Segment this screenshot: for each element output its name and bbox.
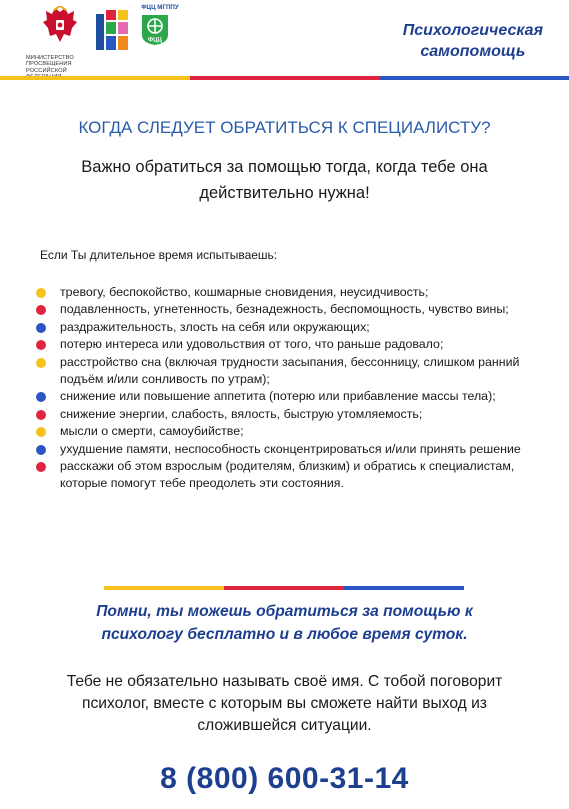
bullet-dot-icon [36, 340, 46, 350]
fcc-label: ФЦЦ МГППУ [141, 4, 179, 11]
symptom-text: потерю интереса или удовольствия от того, что раньше радовало; [60, 337, 444, 352]
top-color-stripe [0, 76, 569, 80]
colored-blocks-logo-icon [96, 10, 128, 50]
symptom-item [36, 388, 536, 405]
middle-color-stripe [104, 586, 464, 590]
symptom-text: расскажи об этом взрослым (родителям, близким) и обратись к специалистам, которые помогут тебе преодолеть эти состояния. [60, 459, 515, 491]
header-title [403, 20, 543, 62]
anonymity-note: Тебе не обязательно называть своё имя. С тобой поговорит психолог, вместе с которым вы сможете найти выход из сложившейся ситуации. [66, 673, 503, 734]
symptom-text: подавленность, угнетенность, безнадежность, беспомощность, чувство вины; [60, 302, 509, 317]
symptoms-intro: Если Ты длительное время испытываешь: [40, 248, 278, 262]
symptom-item [36, 319, 536, 336]
fcc-badge-text: ФЦЦ [148, 37, 162, 44]
double-eagle-emblem-icon [42, 6, 78, 46]
section-question: КОГДА СЛЕДУЕТ ОБРАТИТЬСЯ К СПЕЦИАЛИСТУ? [78, 118, 491, 137]
symptom-item [36, 301, 536, 318]
symptom-item [36, 423, 536, 440]
hotline-phone[interactable]: 8 (800) 600-31-14 [160, 762, 409, 795]
symptom-item [36, 284, 536, 301]
symptom-item [36, 354, 536, 389]
bullet-dot-icon [36, 462, 46, 472]
symptom-text: расстройство сна (включая трудности засыпания, бессонницу, слишком ранний подъём и/или сонливость по утрам); [60, 354, 520, 387]
fcc-shield-icon [140, 13, 170, 46]
symptom-item [36, 458, 536, 493]
symptom-text: ухудшение памяти, неспособность сконцентрироваться и/или принять решение [60, 441, 521, 456]
remember-note: Помни, ты можешь обратиться за помощью к психологу бесплатно и в любое время суток. [96, 603, 473, 643]
symptom-text: снижение энергии, слабость, вялость, быструю утомляемость; [60, 406, 423, 421]
bullet-dot-icon [36, 323, 46, 333]
symptom-text: снижение или повышение аппетита (потерю или прибавление массы тела); [60, 389, 496, 404]
fcc-logo [140, 4, 180, 51]
symptom-text: раздражительность, злость на себя или окружающих; [60, 319, 370, 334]
bullet-dot-icon [36, 410, 46, 420]
ministry-line-2: РОССИЙСКОЙ [26, 67, 67, 74]
symptom-item [36, 406, 536, 423]
ministry-line-1: МИНИСТЕРСТВО ПРОСВЕЩЕНИЯ [26, 55, 74, 68]
bullet-dot-icon [36, 445, 46, 455]
bullet-dot-icon [36, 288, 46, 298]
symptom-text: тревогу, беспокойство, кошмарные сновидения, неусидчивость; [60, 285, 429, 299]
symptom-item [36, 336, 536, 353]
header-title-line-1: Психологическая [402, 22, 543, 39]
bullet-dot-icon [36, 305, 46, 315]
bullet-dot-icon [36, 358, 46, 368]
header-title-line-2: самопомощь [420, 43, 526, 60]
bullet-dot-icon [36, 427, 46, 437]
bullet-dot-icon [36, 392, 46, 402]
symptom-text: мысли о смерти, самоубийстве; [60, 424, 244, 439]
symptom-item [36, 441, 536, 458]
lead-text: Важно обратиться за помощью тогда, когда тебе она действительно нужна! [81, 158, 488, 202]
symptoms-list [36, 284, 536, 493]
ministry-logo [26, 6, 92, 81]
